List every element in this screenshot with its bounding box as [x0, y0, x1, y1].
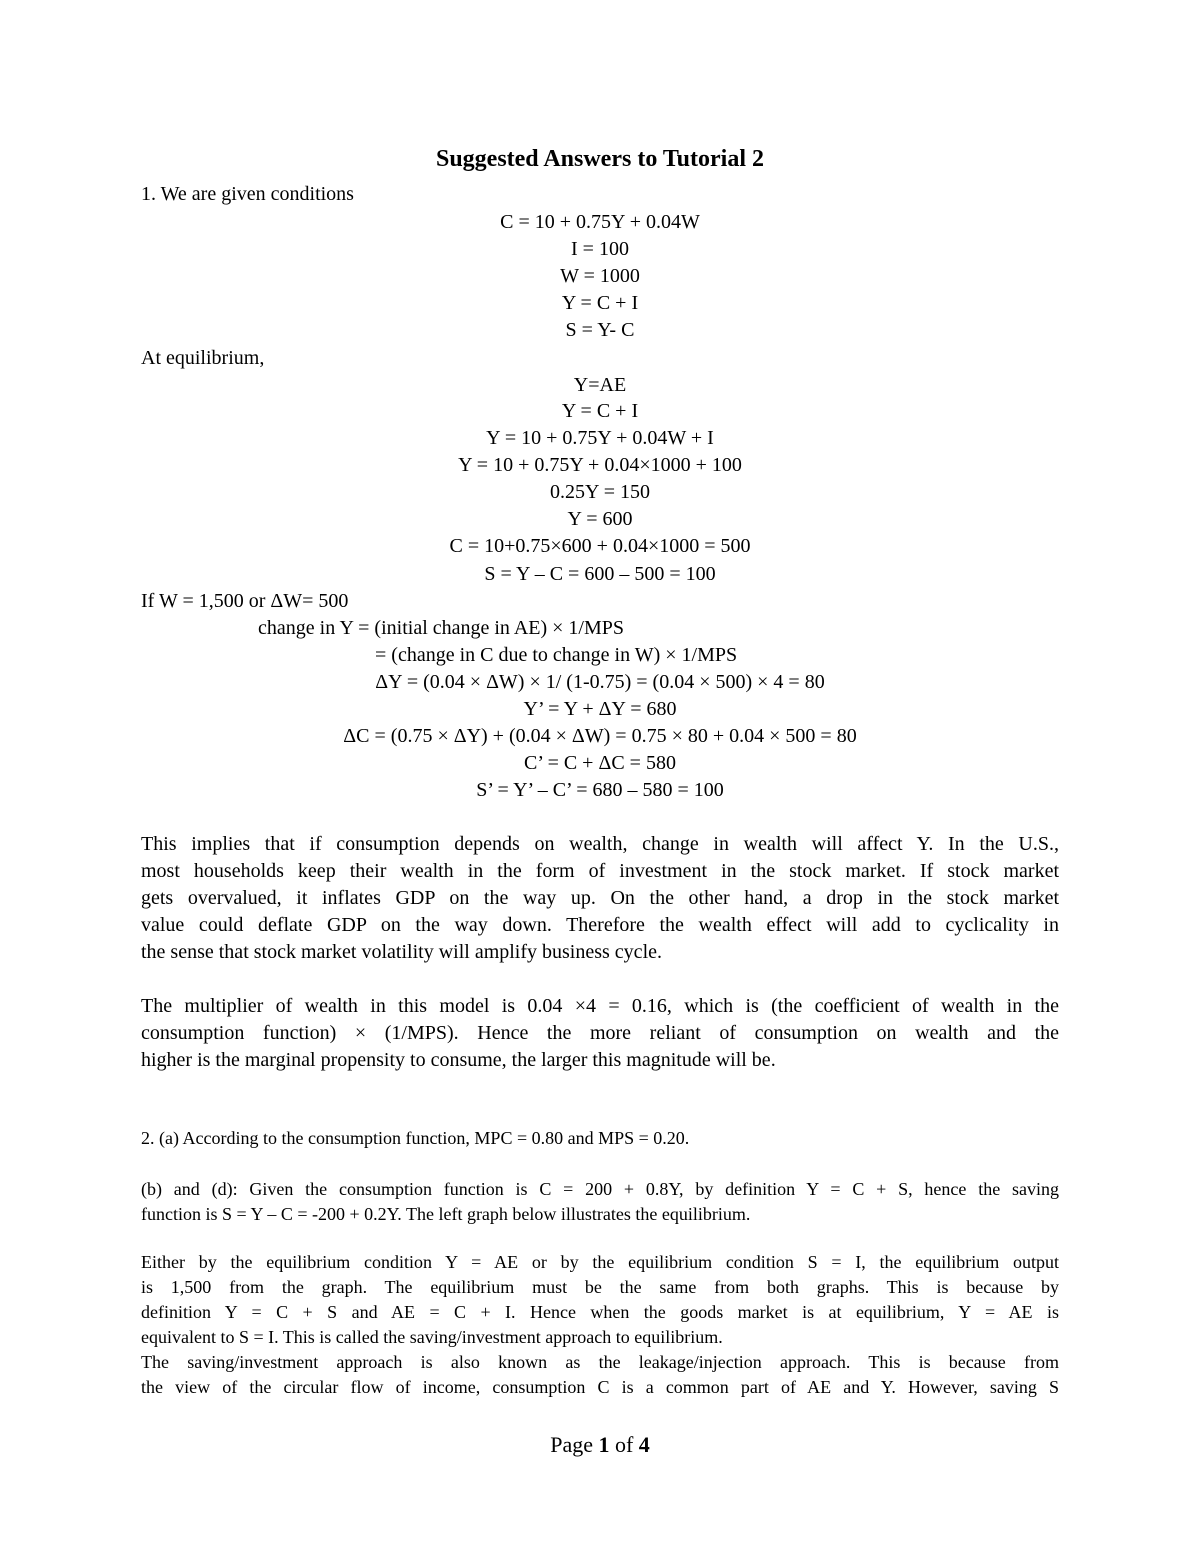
total-pages-number: 4: [638, 1432, 650, 1457]
page-title: Suggested Answers to Tutorial 2: [435, 146, 765, 172]
q2a-paragraph: [141, 1126, 1059, 1151]
paragraph-line: (b) and (d): Given the consumption function is C = 200 + 0.8Y, by definition Y = C + S, hence the saving: [141, 1179, 1059, 1199]
paragraph-line: definition Y = C + S and AE = C + I. Hence when the goods market is at equilibrium, Y = AE is: [141, 1302, 1059, 1322]
page-word: Page: [550, 1432, 593, 1457]
given-equation: Y = C + I: [561, 292, 639, 314]
given-equation: C = 10 + 0.75Y + 0.04W: [500, 211, 700, 233]
paragraph-line: most households keep their wealth in the form of investment in the stock market. If stock market: [141, 860, 1059, 882]
change-in-y-line: = (change in C due to change in W) × 1/MPS: [375, 644, 738, 666]
given-equation: W = 1000: [560, 265, 640, 287]
paragraph-line: value could deflate GDP on the way down. Therefore the wealth effect will add to cyclicality in: [141, 914, 1059, 936]
given-equation: I = 100: [571, 238, 629, 260]
equilibrium-step: C = 10+0.75×600 + 0.04×1000 = 500: [449, 535, 751, 557]
equilibrium-paragraph: [141, 1250, 1059, 1350]
equilibrium-step: Y = 10 + 0.75Y + 0.04W + I: [486, 427, 714, 449]
page-number-footer: [0, 1431, 1200, 1459]
multiplier-paragraph: [141, 993, 1059, 1074]
equilibrium-step: Y = 10 + 0.75Y + 0.04×1000 + 100: [458, 454, 742, 476]
current-page-number: 1: [598, 1432, 610, 1457]
paragraph-line: the view of the circular flow of income, consumption C is a common part of AE and Y. However, saving S: [141, 1377, 1059, 1397]
result-equation: ΔY = (0.04 × ΔW) × 1/ (1-0.75) = (0.04 × 500) × 4 = 80: [375, 671, 825, 693]
q1-intro: 1. We are given conditions: [141, 183, 354, 205]
result-equation: C’ = C + ΔC = 580: [524, 752, 676, 774]
given-equation: S = Y- C: [565, 319, 635, 341]
paragraph-line: equivalent to S = I. This is called the saving/investment approach to equilibrium.: [141, 1327, 723, 1347]
result-equation: Y’ = Y + ΔY = 680: [523, 698, 677, 720]
at-equilibrium-label: At equilibrium,: [141, 347, 265, 369]
equilibrium-step: Y=AE: [573, 374, 627, 396]
paragraph-line: function is S = Y – C = -200 + 0.2Y. The left graph below illustrates the equilibrium.: [141, 1204, 751, 1224]
q2bd-paragraph: [141, 1177, 1059, 1227]
result-equation: ΔC = (0.75 × ΔY) + (0.04 × ΔW) = 0.75 × 80 + 0.04 × 500 = 80: [343, 725, 857, 747]
wealth-effect-paragraph: [141, 831, 1059, 966]
leakage-paragraph: [141, 1350, 1059, 1400]
paragraph-line: gets overvalued, it inflates GDP on the way up. On the other hand, a drop in the stock market: [141, 887, 1059, 909]
of-word: of: [614, 1432, 634, 1457]
result-equation: S’ = Y’ – C’ = 680 – 580 = 100: [476, 779, 724, 801]
wealth-change-condition: If W = 1,500 or ΔW= 500: [141, 590, 349, 612]
paragraph-line: This implies that if consumption depends on wealth, change in wealth will affect Y. In the U.S.,: [141, 833, 1059, 855]
equilibrium-step: S = Y – C = 600 – 500 = 100: [484, 563, 716, 585]
paragraph-line: consumption function) × (1/MPS). Hence the more reliant of consumption on wealth and the: [141, 1022, 1059, 1044]
equilibrium-step: Y = 600: [567, 508, 633, 530]
equilibrium-step: Y = C + I: [561, 400, 639, 422]
paragraph-line: higher is the marginal propensity to consume, the larger this magnitude will be.: [141, 1049, 776, 1071]
equilibrium-step: 0.25Y = 150: [550, 481, 650, 503]
paragraph-line: 2. (a) According to the consumption function, MPC = 0.80 and MPS = 0.20.: [141, 1128, 690, 1148]
paragraph-line: The multiplier of wealth in this model is 0.04 ×4 = 0.16, which is (the coefficient of wealth in the: [141, 995, 1059, 1017]
paragraph-line: Either by the equilibrium condition Y = AE or by the equilibrium condition S = I, the equilibrium output: [141, 1252, 1059, 1272]
paragraph-line: is 1,500 from the graph. The equilibrium must be the same from both graphs. This is because by: [141, 1277, 1059, 1297]
change-in-y-line: change in Y = (initial change in AE) × 1/MPS: [258, 617, 625, 639]
paragraph-line: The saving/investment approach is also known as the leakage/injection approach. This is because from: [141, 1352, 1059, 1372]
paragraph-line: the sense that stock market volatility will amplify business cycle.: [141, 941, 662, 963]
